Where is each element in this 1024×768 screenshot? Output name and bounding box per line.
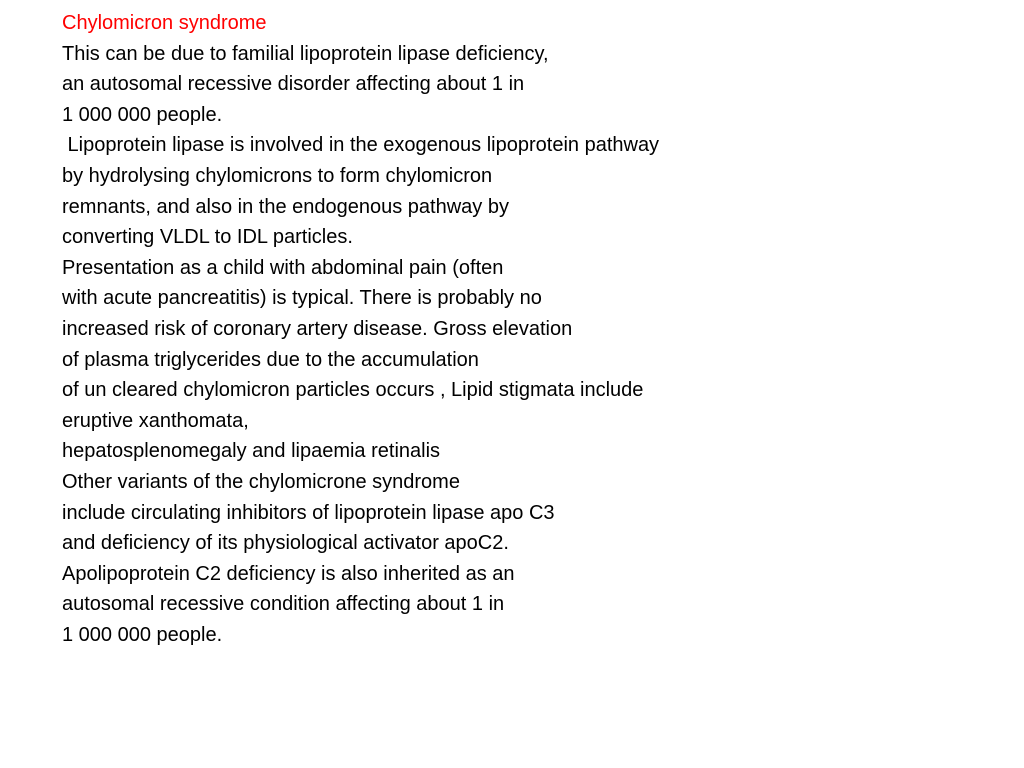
text-line: Other variants of the chylomicrone syndrome — [62, 470, 460, 493]
text-line: Apolipoprotein C2 deficiency is also inherited as an — [62, 562, 515, 585]
text-line: 1 000 000 people. — [62, 623, 223, 646]
slide-title: Chylomicron syndrome — [62, 12, 267, 34]
text-line: autosomal recessive condition affecting about 1 in — [62, 593, 505, 616]
text-line: remnants, and also in the endogenous pathway by — [62, 195, 509, 218]
text-line: increased risk of coronary artery disease. Gross elevation — [62, 317, 573, 340]
text-line: include circulating inhibitors of lipoprotein lipase apo C3 — [62, 501, 555, 524]
text-line: converting VLDL to IDL particles. — [62, 226, 353, 249]
text-line: of un cleared chylomicron particles occurs , Lipid stigmata include — [62, 379, 644, 402]
text-line: This can be due to familial lipoprotein lipase deficiency, — [62, 42, 549, 65]
text-line: and deficiency of its physiological activator apoC2. — [62, 532, 509, 555]
text-line: of plasma triglycerides due to the accumulation — [62, 348, 479, 371]
text-line: with acute pancreatitis) is typical. There is probably no — [62, 287, 542, 310]
text-line: hepatosplenomegaly and lipaemia retinalis — [62, 440, 441, 463]
text-line: Lipoprotein lipase is involved in the exogenous lipoprotein pathway — [62, 134, 660, 157]
text-line: eruptive xanthomata, — [62, 409, 249, 432]
text-line: an autosomal recessive disorder affecting about 1 in — [62, 73, 525, 96]
text-line: 1 000 000 people. — [62, 103, 223, 126]
text-line: Presentation as a child with abdominal pain (often — [62, 256, 504, 279]
text-line: by hydrolysing chylomicrons to form chylomicron — [62, 164, 493, 187]
